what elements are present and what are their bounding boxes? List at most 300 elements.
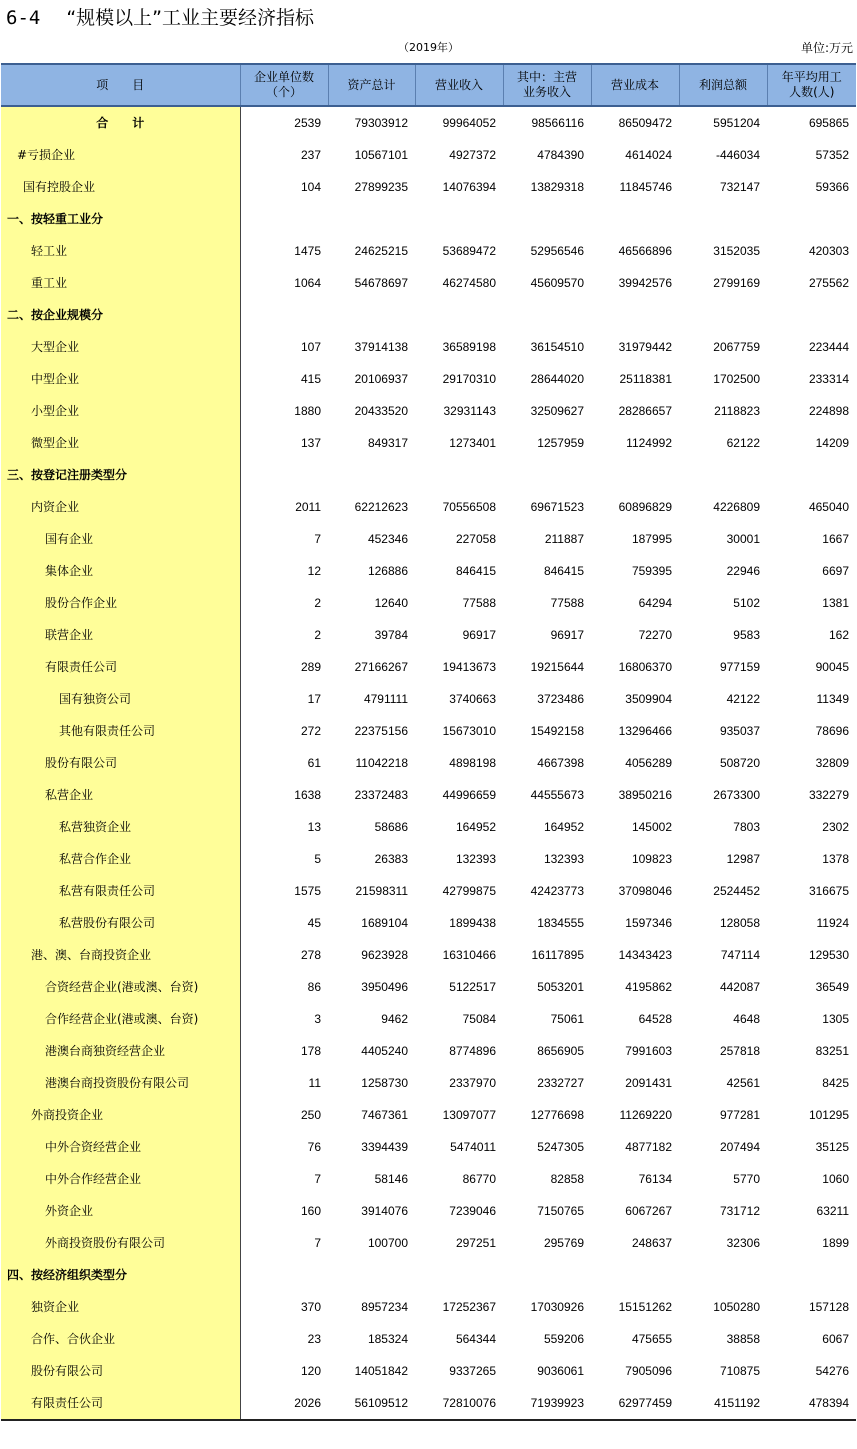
table-cell: 1575 [294,884,321,898]
table-cell: 710875 [719,1364,760,1378]
table-cell: 977159 [719,660,760,674]
table-cell: 61 [307,756,321,770]
table-cell: 59366 [815,180,849,194]
table-cell [679,299,767,331]
table-row [1,651,856,683]
table-cell: 2332727 [537,1076,584,1090]
table-cell: 22375156 [354,724,408,738]
column-header-line1: 项 目 [96,77,145,92]
row-label: 私营有限责任公司 [1,875,240,907]
table-cell [767,203,856,235]
table-cell: 1899438 [449,916,496,930]
table-cell: 14343423 [618,948,672,962]
table-cell: 7 [314,1172,321,1186]
table-cell: 16117895 [531,948,584,962]
table-cell: 17030926 [530,1300,584,1314]
table-cell: 1273401 [449,436,496,450]
table-cell: 37098046 [618,884,672,898]
table-cell: 5474011 [450,1140,496,1154]
table-cell: 4927372 [449,148,496,162]
table-row [1,1227,856,1259]
table-cell: 1124992 [626,436,672,450]
table-cell: 69671523 [530,500,584,514]
table-cell [679,203,767,235]
table-cell: 90045 [815,660,849,674]
table-cell: 100700 [367,1236,408,1250]
row-label: 微型企业 [1,427,240,459]
table-cell: 15673010 [442,724,496,738]
table-cell: 846415 [455,564,496,578]
table-cell: 86509472 [618,116,672,130]
table-cell: 227058 [455,532,496,546]
table-cell: 42122 [726,692,760,706]
table-cell: 75061 [550,1012,584,1026]
table-cell: 564344 [455,1332,496,1346]
table-cell: 8774896 [449,1044,496,1058]
table-cell: 126886 [367,564,408,578]
table-row [1,587,856,619]
table-cell: 25118381 [619,372,672,386]
table-cell: 44555673 [530,788,584,802]
table-cell: 96917 [550,628,584,642]
row-label: 三、按登记注册类型分 [1,459,240,491]
table-cell [503,459,591,491]
table-cell: 46566896 [618,244,672,258]
table-cell: 370 [300,1300,321,1314]
row-label: 联营企业 [1,619,240,651]
table-cell [240,299,328,331]
table-cell: 1597346 [625,916,672,930]
table-row [1,1291,856,1323]
table-cell: 39784 [374,628,408,642]
column-header [1,64,240,106]
column-header-line2: 业务收入 [522,85,571,99]
row-label: 股份合作企业 [1,587,240,619]
table-cell: 63211 [816,1204,849,1218]
table-cell [767,299,856,331]
table-cell: 37914138 [354,340,408,354]
table-cell: 3152035 [713,244,760,258]
row-label: 有限责任公司 [1,1387,240,1420]
table-cell: 731712 [719,1204,760,1218]
table-cell: 145002 [631,820,672,834]
table-cell: 9583 [733,628,760,642]
table-cell: 442087 [719,980,760,994]
section-row [1,459,856,491]
table-cell: 8656905 [537,1044,584,1058]
table-cell: 129530 [808,948,849,962]
table-cell: 11 [308,1076,321,1090]
table-row [1,106,856,139]
table-cell: 19215644 [530,660,584,674]
table-cell: 77588 [462,596,496,610]
table-cell: 79303912 [354,116,408,130]
table-cell: 78696 [815,724,849,738]
table-cell: 4898198 [449,756,496,770]
unit-note: 单位:万元 [800,41,853,55]
row-label: 二、按企业规模分 [1,299,240,331]
table-row [1,235,856,267]
table-cell: 5053201 [537,980,584,994]
table-cell: 2673300 [713,788,760,802]
table-cell: 17252367 [442,1300,496,1314]
row-label: 港、澳、台商投资企业 [1,939,240,971]
table-cell: 272 [300,724,321,738]
table-row [1,715,856,747]
table-cell: 5122517 [449,980,496,994]
column-header [591,64,679,106]
table-cell [328,203,415,235]
row-label: 小型企业 [1,395,240,427]
table-cell: 71939923 [503,1387,591,1420]
table-cell: 935037 [719,724,760,738]
table-cell: 16806370 [618,660,672,674]
table-number: 6-4 [6,7,41,29]
row-label: 国有控股企业 [1,171,240,203]
table-cell: 257818 [719,1044,760,1058]
table-cell: 22946 [726,564,760,578]
row-label: 合作、合伙企业 [1,1323,240,1355]
row-label: 独资企业 [1,1291,240,1323]
table-cell: 28644020 [530,372,584,386]
table-cell: 1060 [822,1172,849,1186]
table-cell: 54678697 [354,276,408,290]
table-cell: 60896829 [618,500,672,514]
table-cell: 42799875 [442,884,496,898]
table-cell: 223444 [808,340,849,354]
row-label: 集体企业 [1,555,240,587]
table-cell [503,299,591,331]
table-row [1,267,856,299]
column-header [415,64,503,106]
table-cell: 278 [300,948,321,962]
row-label: 四、按经济组织类型分 [1,1259,240,1291]
table-cell: 7467361 [361,1108,408,1122]
table-cell: 6067 [822,1332,849,1346]
table-cell: 237 [300,148,321,162]
table-cell: 1258730 [361,1076,408,1090]
table-row [1,1355,856,1387]
table-cell: 82858 [550,1172,584,1186]
row-label: 有限责任公司 [1,651,240,683]
table-cell: 15151262 [618,1300,672,1314]
column-header-line1: 营业收入 [434,77,483,92]
table-cell: 21598311 [355,884,408,898]
table-cell: 132393 [455,852,496,866]
row-label: 港澳台商投资股份有限公司 [1,1067,240,1099]
table-cell: 83251 [815,1044,849,1058]
table-cell: 4151192 [679,1387,767,1420]
table-cell: 452346 [367,532,408,546]
table-cell: 162 [828,628,849,642]
table-cell: 207494 [719,1140,760,1154]
table-cell [240,459,328,491]
table-cell: 2524452 [713,884,760,898]
table-cell: 2799169 [713,276,760,290]
table-row [1,683,856,715]
table-cell: 128058 [719,916,760,930]
table-cell [415,459,503,491]
table-cell: 27166267 [354,660,408,674]
table-cell: 32306 [726,1236,760,1250]
table-row [1,1099,856,1131]
table-cell: 76134 [638,1172,672,1186]
table-row [1,779,856,811]
table-cell: 58686 [374,820,408,834]
table-cell: 8425 [822,1076,849,1090]
table-cell: 5102 [733,596,760,610]
table-cell: 1667 [822,532,849,546]
table-cell: 508720 [719,756,760,770]
table-cell: 13296466 [618,724,672,738]
table-cell: 3 [314,1012,321,1026]
row-label: 重工业 [1,267,240,299]
row-label: 国有企业 [1,523,240,555]
table-cell: 107 [300,340,321,354]
year-note: （2019年） [398,41,459,54]
table-cell [503,203,591,235]
table-cell: 465040 [808,500,849,514]
table-cell: 4056289 [625,756,672,770]
table-cell: 332279 [808,788,849,802]
table-cell [591,1259,679,1291]
table-row [1,1163,856,1195]
table-cell: 12987 [726,852,760,866]
table-cell: 297251 [455,1236,496,1250]
row-label: 股份有限公司 [1,1355,240,1387]
table-cell: 1064 [294,276,321,290]
table-cell: 29170310 [442,372,496,386]
table-cell: 98566116 [531,116,584,130]
table-cell: 187995 [631,532,672,546]
table-cell: 11924 [816,916,849,930]
table-cell: 12640 [374,596,408,610]
table-cell: 12776698 [530,1108,584,1122]
table-cell: 4667398 [537,756,584,770]
table-cell: 2091431 [625,1076,672,1090]
table-cell: 10567101 [354,148,408,162]
table-cell: 3740663 [449,692,496,706]
table-cell: 1689104 [361,916,408,930]
table-cell: 4877182 [625,1140,672,1154]
table-cell: 58146 [374,1172,408,1186]
table-cell: 420303 [808,244,849,258]
table-cell: 5770 [733,1172,760,1186]
table-cell: 289 [300,660,321,674]
table-cell: 759395 [631,564,672,578]
table-cell: 15492158 [530,724,584,738]
column-header-line1: 利润总额 [698,77,747,92]
table-row [1,395,856,427]
table-cell: 42423773 [530,884,584,898]
table-row [1,491,856,523]
table-cell: 99964052 [442,116,496,130]
table-cell: 211887 [544,532,584,546]
table-cell: 46274580 [442,276,496,290]
table-row [1,427,856,459]
table-cell: 164952 [455,820,496,834]
table-cell [328,1259,415,1291]
column-header-line1: 企业单位数 [253,70,314,84]
table-cell: 19413673 [442,660,496,674]
table-cell: 2118823 [714,404,760,418]
table-cell: 3394439 [361,1140,408,1154]
header-row [1,64,856,106]
table-cell: 250 [300,1108,321,1122]
table-cell: 101295 [808,1108,849,1122]
column-header [679,64,767,106]
table-cell: 14209 [815,436,849,450]
table-cell: 4614024 [625,148,672,162]
table-cell: 3509904 [625,692,672,706]
table-cell: 415 [300,372,321,386]
table-cell: 4226809 [713,500,760,514]
table-cell: 14076394 [442,180,496,194]
table-cell: 35125 [815,1140,849,1154]
column-header-line1: 其中：主营 [516,70,577,84]
table-cell: 39942576 [618,276,672,290]
table-cell: 178 [300,1044,321,1058]
table-cell: 1702500 [713,372,760,386]
table-row [1,907,856,939]
column-header-line2: 人数(人) [789,85,835,99]
table-cell: 62977459 [591,1387,679,1420]
table-cell: 16310466 [442,948,496,962]
table-cell: 2 [314,596,321,610]
table-cell: 8957234 [361,1300,408,1314]
table-cell: 4195862 [625,980,672,994]
table-cell: 64528 [638,1012,672,1026]
table-cell: 9623928 [361,948,408,962]
table-cell: 96917 [462,628,496,642]
table-row [1,1067,856,1099]
column-header [767,64,856,106]
table-cell: 23372483 [354,788,408,802]
table-cell: 7150765 [537,1204,584,1218]
column-header-line1: 营业成本 [610,77,659,92]
table-cell: 5 [314,852,321,866]
row-label: 私营合作企业 [1,843,240,875]
table-cell: 1305 [822,1012,849,1026]
table-cell: 56109512 [328,1387,415,1420]
table-title: “规模以上”工业主要经济指标 [66,7,315,29]
page-title [6,4,314,32]
table-cell: 57352 [815,148,849,162]
table-cell: 2011 [295,500,321,514]
table-cell: 86770 [462,1172,496,1186]
table-cell: 1381 [822,596,849,610]
row-label: 外商投资股份有限公司 [1,1227,240,1259]
table-row [1,1387,856,1420]
table-cell: 5247305 [537,1140,584,1154]
table-cell [328,459,415,491]
table-cell: 75084 [462,1012,496,1026]
table-cell [503,1259,591,1291]
row-label: 股份有限公司 [1,747,240,779]
table-cell: 26383 [374,852,408,866]
table-row [1,523,856,555]
table-cell: 695865 [808,116,849,130]
table-cell: 7 [314,532,321,546]
table-row [1,1003,856,1035]
table-cell: 64294 [638,596,672,610]
table-cell: 732147 [719,180,760,194]
row-label: 私营独资企业 [1,811,240,843]
table-cell: 42561 [726,1076,760,1090]
row-label: 大型企业 [1,331,240,363]
table-cell: 11042218 [355,756,408,770]
table-row [1,939,856,971]
row-label: 中型企业 [1,363,240,395]
table-cell: 475655 [631,1332,672,1346]
table-cell: 3914076 [361,1204,408,1218]
table-cell: 53689472 [442,244,496,258]
table-cell [767,1259,856,1291]
table-cell: 559206 [543,1332,584,1346]
table-cell: 62122 [726,436,760,450]
row-label: 外商投资企业 [1,1099,240,1131]
table-cell: 38858 [726,1332,760,1346]
table-row [1,139,856,171]
table-cell: 104 [300,180,321,194]
table-cell: 20433520 [354,404,408,418]
table-cell [240,1259,328,1291]
table-cell: 224898 [808,404,849,418]
table-cell: 1899 [822,1236,849,1250]
table-cell: -446034 [715,148,760,162]
table-cell: 109823 [631,852,672,866]
column-header [240,64,328,106]
table-cell: 2337970 [449,1076,496,1090]
table-cell: 977281 [719,1108,760,1122]
row-label: 中外合资经营企业 [1,1131,240,1163]
row-label: 外资企业 [1,1195,240,1227]
table-cell: 70556508 [442,500,496,514]
row-label: 一、按轻重工业分 [1,203,240,235]
table-cell: 23 [307,1332,321,1346]
table-cell: 86 [307,980,321,994]
table-cell: 6067267 [625,1204,672,1218]
table-cell: 248637 [631,1236,672,1250]
row-label: 合 计 [1,106,240,139]
table-cell: 62212623 [354,500,408,514]
table-cell: 31979442 [618,340,672,354]
table-cell: 30001 [726,532,760,546]
table-row [1,619,856,651]
table-cell: 275562 [808,276,849,290]
table-cell: 478394 [767,1387,856,1420]
table-cell: 6697 [822,564,849,578]
table-cell: 45609570 [530,276,584,290]
table-row [1,363,856,395]
table-cell [591,299,679,331]
table-cell: 11845746 [619,180,672,194]
table-cell: 27899235 [354,180,408,194]
section-row [1,1259,856,1291]
table-body [1,106,856,1420]
column-header-line2: （个） [265,85,302,99]
table-cell: 44996659 [442,788,496,802]
table-cell: 36154510 [530,340,584,354]
table-cell: 4784390 [537,148,584,162]
table-cell: 17 [307,692,321,706]
table-cell: 3950496 [361,980,408,994]
table-cell: 14051842 [354,1364,408,1378]
table-cell: 32509627 [530,404,584,418]
table-cell: 2539 [294,116,321,130]
table-row [1,555,856,587]
table-cell: 54276 [815,1364,849,1378]
